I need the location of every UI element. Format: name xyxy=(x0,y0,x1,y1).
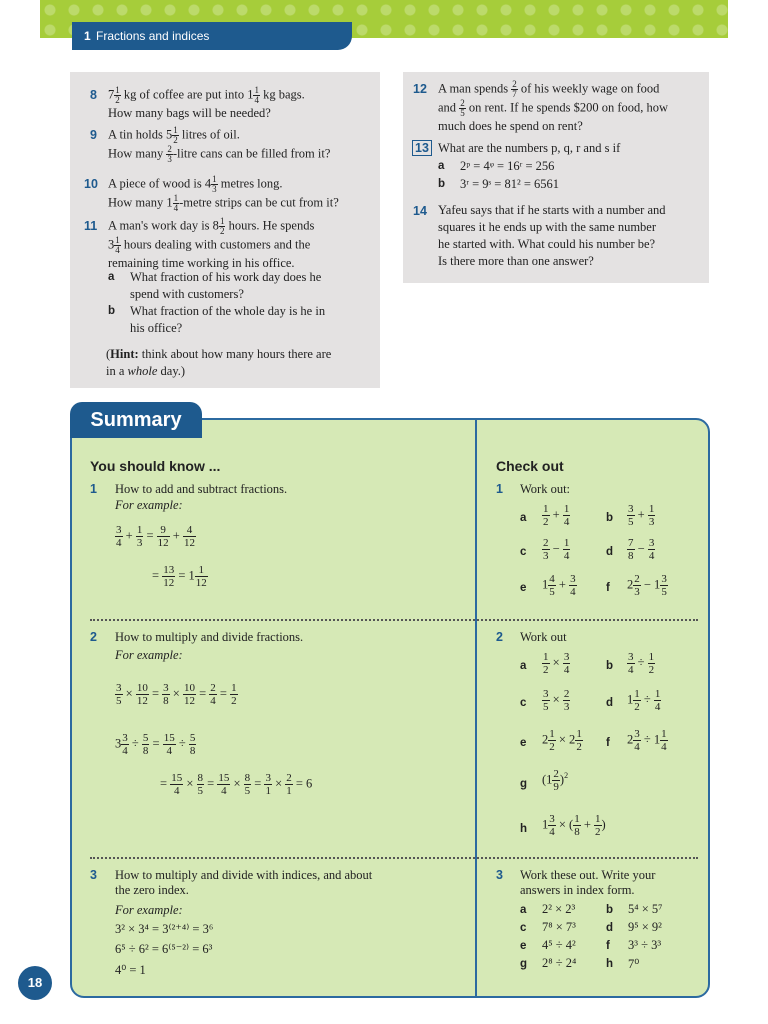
example-1-line-2: = $\frac{13}{12}$ = 1 $\frac{1}{12}$ xyxy=(152,564,207,589)
question-number: 11 xyxy=(84,219,98,233)
item-label: g xyxy=(520,778,528,790)
summary-tab: Summary xyxy=(70,402,202,438)
item-label: h xyxy=(520,823,528,835)
know-text: How to add and subtract fractions. xyxy=(115,482,288,496)
check-1f: 2 $\frac{2}{3}$ − 1 $\frac{3}{5}$ xyxy=(627,573,667,598)
item-label: a xyxy=(520,512,527,524)
chapter-number: 1 xyxy=(84,29,91,43)
question-number: 10 xyxy=(84,177,98,191)
check-3e: 4⁵ ÷ 4² xyxy=(542,938,576,952)
question-number: 8 xyxy=(90,88,97,102)
item-label: e xyxy=(520,582,527,594)
item-label: f xyxy=(606,737,610,749)
check-2a: $\frac{1}{2}$ × $\frac{3}{4}$ xyxy=(543,651,570,676)
check-heading: Check out xyxy=(496,458,564,474)
check-1c: $\frac{2}{3}$ − $\frac{1}{4}$ xyxy=(543,537,570,562)
check-1b: $\frac{3}{5}$ + $\frac{1}{3}$ xyxy=(628,503,655,528)
item-label: d xyxy=(606,922,614,934)
column-divider xyxy=(475,420,477,996)
know-number: 3 xyxy=(90,868,97,882)
item-label: e xyxy=(520,737,527,749)
check-2e: 2 $\frac{1}{2}$ × 2 $\frac{1}{2}$ xyxy=(542,728,582,753)
check-1a: $\frac{1}{2}$ + $\frac{1}{4}$ xyxy=(543,503,570,528)
part-label: a xyxy=(438,160,445,172)
example-3-line-1: 3² × 3⁴ = 3⁽²⁺⁴⁾ = 3⁶ xyxy=(115,922,214,936)
item-label: c xyxy=(520,697,527,709)
example-1-line-1: $\frac{3}{4}$ + $\frac{1}{3}$ = $\frac{9}{12}$ + $\frac{4}{12}$ xyxy=(116,524,195,549)
item-label: d xyxy=(606,546,614,558)
check-3a: 2² × 2³ xyxy=(542,902,576,916)
question-13a: 2ᵖ = 4ᵠ = 16ʳ = 256 xyxy=(460,159,555,173)
part-label: b xyxy=(108,305,116,317)
check-number: 1 xyxy=(496,482,503,496)
check-number: 3 xyxy=(496,868,503,882)
question-number: 13 xyxy=(412,140,432,156)
check-3b: 5⁴ × 5⁷ xyxy=(628,902,663,916)
item-label: a xyxy=(520,660,527,672)
item-label: b xyxy=(606,512,614,524)
example-label: For example: xyxy=(115,498,183,512)
question-10: A piece of wood is 4 $\frac{1}{3}$ metres long. How many 1 $\frac{1}{4}$ -metre strips can be cut from it? xyxy=(108,174,339,213)
check-3d: 9⁵ × 9² xyxy=(628,920,662,934)
check-2b: $\frac{3}{4}$ ÷ $\frac{1}{2}$ xyxy=(628,651,655,676)
check-3c: 7⁸ × 7³ xyxy=(542,920,576,934)
example-2-line-2: 3 $\frac{3}{4}$ ÷ $\frac{5}{8}$ = $\frac{15}{4}$ ÷ $\frac{5}{8}$ xyxy=(115,732,196,757)
question-number: 12 xyxy=(413,82,427,96)
check-2f: 2 $\frac{3}{4}$ ÷ 1 $\frac{1}{4}$ xyxy=(627,728,667,753)
item-label: c xyxy=(520,546,527,558)
check-number: 2 xyxy=(496,630,503,644)
item-label: d xyxy=(606,697,614,709)
check-3f: 3³ ÷ 3³ xyxy=(628,938,662,952)
know-text: How to multiply and divide with indices, and about the zero index. xyxy=(115,868,373,897)
check-2h: 1 $\frac{3}{4}$ × ( $\frac{1}{8}$ + $\frac{1}{2}$ ) xyxy=(542,813,606,838)
question-number: 14 xyxy=(413,204,427,218)
part-label: b xyxy=(438,178,446,190)
question-13: What are the numbers p, q, r and s if xyxy=(438,141,621,155)
chapter-tab xyxy=(72,22,352,50)
item-label: b xyxy=(606,660,614,672)
question-11: A man's work day is 8 $\frac{1}{2}$ hours. He spends 3 $\frac{1}{4}$ hours dealing with customers and the remaining time working in his office. xyxy=(108,216,315,270)
question-11b: What fraction of the whole day is he in his office? xyxy=(130,304,326,335)
know-number: 1 xyxy=(90,482,97,496)
example-3-line-2: 6⁵ ÷ 6² = 6⁽⁵⁻²⁾ = 6³ xyxy=(115,942,213,956)
check-text: Work out: xyxy=(520,482,571,496)
example-label: For example: xyxy=(115,903,183,917)
item-label: a xyxy=(520,904,527,916)
example-3-line-3: 4⁰ = 1 xyxy=(115,963,146,977)
example-2-line-3: = $\frac{15}{4}$ × $\frac{8}{5}$ = $\frac{15}{4}$ × $\frac{8}{5}$ = $\frac{3}{1}$ × $\frac{2}{1}$ = 6 xyxy=(160,772,313,797)
question-number: 9 xyxy=(90,128,97,142)
check-2d: 1 $\frac{1}{2}$ ÷ $\frac{1}{4}$ xyxy=(627,688,661,713)
item-label: h xyxy=(606,958,614,970)
check-1e: 1 $\frac{4}{5}$ + $\frac{3}{4}$ xyxy=(542,573,576,598)
part-label: a xyxy=(108,271,115,283)
row-divider xyxy=(90,857,698,859)
know-number: 2 xyxy=(90,630,97,644)
example-label: For example: xyxy=(115,648,183,662)
check-2g: (1 $\frac{2}{9}$ )$^2$ xyxy=(542,768,569,793)
check-text: Work these out. Write your answers in index form. xyxy=(520,868,656,897)
question-13b: 3ʳ = 9ˢ = 81² = 6561 xyxy=(460,177,560,191)
page-number: 18 xyxy=(18,966,52,1000)
check-1d: $\frac{7}{8}$ − $\frac{3}{4}$ xyxy=(628,537,655,562)
item-label: f xyxy=(606,940,610,952)
question-9: A tin holds 5 $\frac{1}{2}$ litres of oil. How many $\frac{2}{3}$ -litre cans can be filled from it? xyxy=(108,125,331,164)
check-3h: 7⁰ xyxy=(628,957,640,971)
question-11a: What fraction of his work day does he spend with customers? xyxy=(130,270,322,301)
check-3g: 2⁸ ÷ 2⁴ xyxy=(542,956,577,970)
hint: (Hint: think about how many hours there are in a whole day.) xyxy=(106,347,332,378)
question-12: A man spends $\frac{2}{7}$ of his weekly wage on food and $\frac{2}{5}$ on rent. If he spends $200 on food, how much does he spend on rent? xyxy=(438,79,669,133)
know-text: How to multiply and divide fractions. xyxy=(115,630,304,644)
check-text: Work out xyxy=(520,630,567,644)
item-label: f xyxy=(606,582,610,594)
row-divider xyxy=(90,619,698,621)
example-2-line-1: $\frac{3}{5}$ × $\frac{10}{12}$ = $\frac{3}{8}$ × $\frac{10}{12}$ = $\frac{2}{4}$ = $\frac{1}{2}$ xyxy=(116,682,237,707)
know-heading: You should know ... xyxy=(90,458,221,474)
item-label: g xyxy=(520,958,528,970)
question-14: Yafeu says that if he starts with a number and squares it he ends up with the same number he started with. What could his number be? Is there more than one answer? xyxy=(438,203,666,268)
item-label: e xyxy=(520,940,527,952)
item-label: b xyxy=(606,904,614,916)
item-label: c xyxy=(520,922,527,934)
question-8: 7 $\frac{1}{2}$ kg of coffee are put into 1 $\frac{1}{4}$ kg bags. How many bags will be needed? xyxy=(108,85,305,120)
chapter-title: Fractions and indices xyxy=(96,29,210,43)
check-2c: $\frac{3}{5}$ × $\frac{2}{3}$ xyxy=(543,688,570,713)
